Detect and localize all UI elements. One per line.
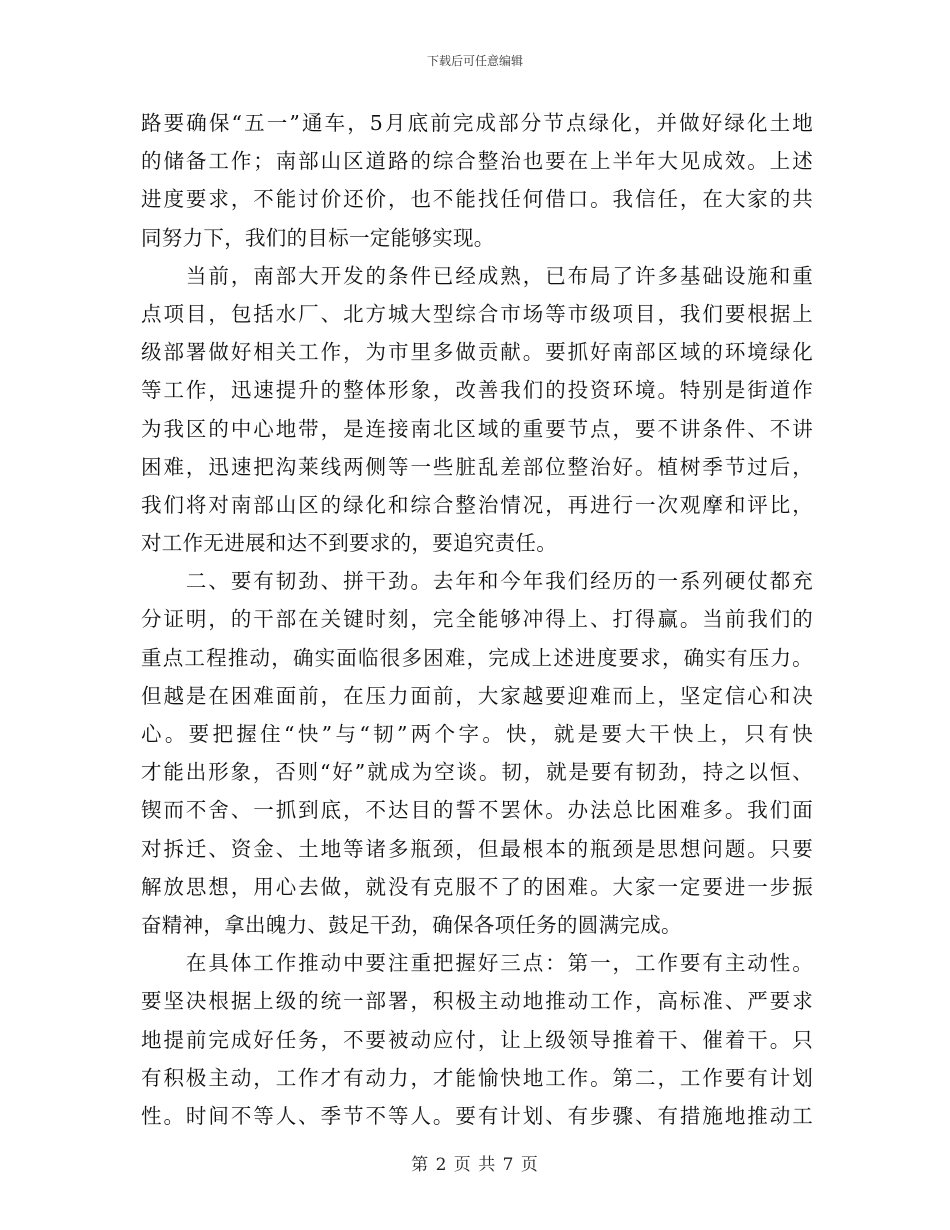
document-body bbox=[141, 104, 813, 1135]
text-line: 心。要把握住“快”与“韧”两个字。快，就是要大干快上，只有快 bbox=[141, 722, 813, 746]
text-line: 二、要有韧劲、拼干劲。去年和今年我们经历的一系列硬仗都充 bbox=[141, 569, 813, 594]
text-line: 要坚决根据上级的统一部署，积极主动地推动工作，高标准、严要求 bbox=[141, 989, 813, 1014]
text-line: 同努力下，我们的目标一定能够实现。 bbox=[141, 225, 495, 250]
text-line: 分证明，的干部在关键时刻，完全能够冲得上、打得赢。当前我们的 bbox=[141, 607, 813, 632]
text-line: 才能出形象，否则“好”就成为空谈。韧，就是要有韧劲，持之以恒、 bbox=[141, 760, 813, 785]
text-line: 点项目，包括水厂、北方城大型综合市场等市级项目，我们要根据上 bbox=[141, 301, 813, 326]
text-line: 性。时间不等人、季节不等人。要有计划、有步骤、有措施地推动工 bbox=[141, 1103, 813, 1128]
text-line: 困难，迅速把沟莱线两侧等一些脏乱差部位整治好。植树季节过后， bbox=[141, 454, 813, 479]
text-line: 奋精神，拿出魄力、鼓足干劲，确保各项任务的圆满完成。 bbox=[141, 912, 682, 937]
text-line: 解放思想，用心去做，就没有克服不了的困难。大家一定要进一步振 bbox=[141, 874, 813, 899]
page-number: 第 2 页 共 7 页 bbox=[411, 1155, 539, 1175]
text-line: 在具体工作推动中要注重把握好三点：第一，工作要有主动性。 bbox=[141, 951, 813, 976]
text-line: 重点工程推动，确实面临很多困难，完成上述进度要求，确实有压力。 bbox=[141, 645, 813, 670]
text-line: 锲而不舍、一抓到底，不达目的誓不罢休。办法总比困难多。我们面 bbox=[141, 798, 813, 823]
text-line: 进度要求，不能讨价还价，也不能找任何借口。我信任，在大家的共 bbox=[141, 187, 813, 212]
page-header: 下载后可任意编辑 bbox=[426, 54, 523, 68]
text-line: 有积极主动，工作才有动力，才能愉快地工作。第二，工作要有计划 bbox=[141, 1065, 813, 1090]
text-line: 等工作，迅速提升的整体形象，改善我们的投资环境。特别是街道作 bbox=[141, 378, 813, 403]
text-line: 对拆迁、资金、土地等诸多瓶颈，但最根本的瓶颈是思想问题。只要 bbox=[141, 836, 813, 861]
text-line: 级部署做好相关工作，为市里多做贡献。要抓好南部区域的环境绿化 bbox=[141, 340, 813, 365]
text-line: 但越是在困难面前，在压力面前，大家越要迎难而上，坚定信心和决 bbox=[141, 683, 813, 708]
text-line: 路要确保“五一”通车，5月底前完成部分节点绿化，并做好绿化土地 bbox=[141, 111, 813, 135]
text-line: 我们将对南部山区的绿化和综合整治情况，再进行一次观摩和评比， bbox=[141, 492, 813, 517]
text-line: 的储备工作；南部山区道路的综合整治也要在上半年大见成效。上述 bbox=[141, 149, 813, 174]
text-line: 当前，南部大开发的条件已经成熟，已布局了许多基础设施和重 bbox=[141, 263, 813, 288]
text-line: 为我区的中心地带，是连接南北区域的重要节点，要不讲条件、不讲 bbox=[141, 416, 813, 441]
text-line: 对工作无进展和达不到要求的，要追究责任。 bbox=[141, 531, 557, 556]
text-line: 地提前完成好任务，不要被动应付，让上级领导推着干、催着干。只 bbox=[141, 1027, 813, 1052]
